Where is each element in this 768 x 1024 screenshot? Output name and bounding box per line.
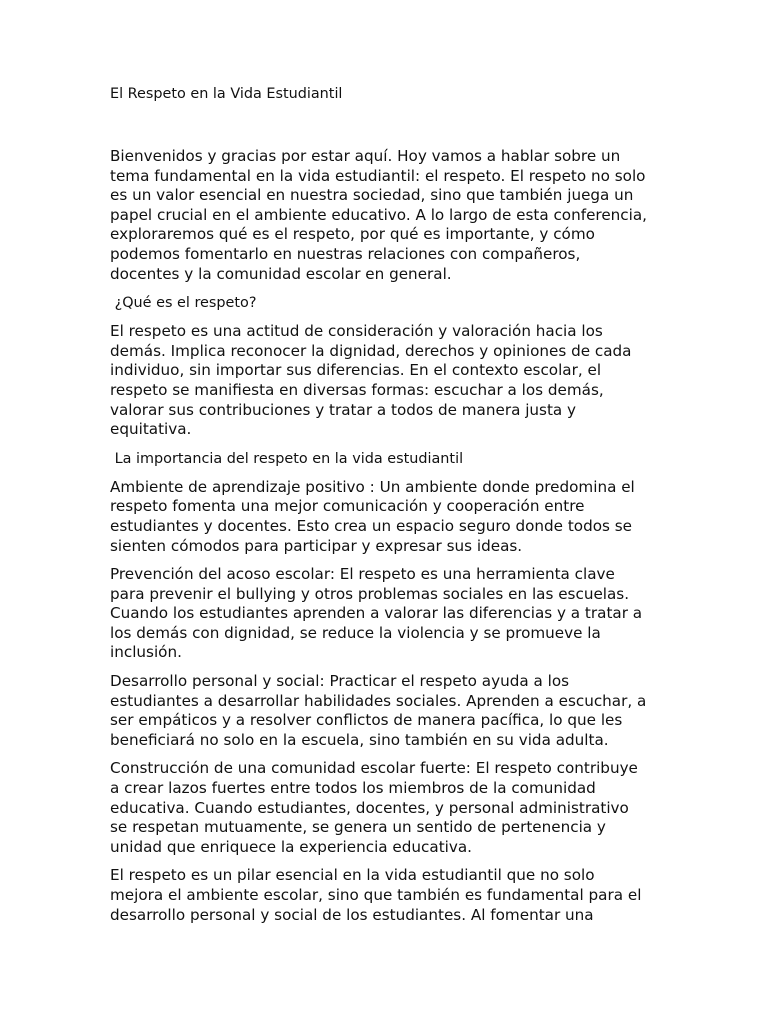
text-line: demás. Implica reconocer la dignidad, derechos y opiniones de cada <box>110 341 632 360</box>
text-line: Bienvenidos y gracias por estar aquí. Hoy vamos a hablar sobre un <box>110 147 621 165</box>
text-line: El respeto es una actitud de consideración y valoración hacia los <box>110 322 603 341</box>
text-line: Cuando los estudiantes aprenden a valorar las diferencias y a tratar a <box>110 604 643 623</box>
text-line: los demás con dignidad, se reduce la violencia y se promueve la <box>110 623 601 642</box>
text-line: Ambiente de aprendizaje positivo : Un ambiente donde predomina el <box>110 477 635 496</box>
text-line: mejora el ambiente escolar, sino que también es fundamental para el <box>110 886 642 904</box>
document-body <box>110 147 662 925</box>
text-line: Construcción de una comunidad escolar fuerte: El respeto contribuye <box>110 759 638 778</box>
text-line: exploraremos qué es el respeto, por qué es importante, y cómo <box>110 225 595 244</box>
text-line: inclusión. <box>110 643 182 662</box>
text-line: desarrollo personal y social de los estudiantes. Al fomentar una <box>110 905 594 924</box>
section-heading: La importancia del respeto en la vida estudiantil <box>110 450 464 467</box>
text-line: sienten cómodos para participar y expresar sus ideas. <box>110 536 523 555</box>
text-line: docentes y la comunidad escolar en general. <box>110 264 452 283</box>
text-line: Desarrollo personal y social: Practicar el respeto ayuda a los <box>110 672 570 691</box>
paragraph <box>110 565 662 663</box>
text-line: Prevención del acoso escolar: El respeto es una herramienta clave <box>110 565 615 584</box>
text-line: equitativa. <box>110 420 192 439</box>
text-line: valorar sus contribuciones y tratar a todos de manera justa y <box>110 400 577 419</box>
text-line: se respetan mutuamente, se genera un sentido de pertenencia y <box>110 818 606 837</box>
paragraph <box>110 478 662 556</box>
text-line: estudiantes a desarrollar habilidades sociales. Aprenden a escuchar, a <box>110 691 647 710</box>
text-line: para prevenir el bullying y otros problemas sociales en las escuelas. <box>110 584 630 603</box>
text-line: unidad que enriquece la experiencia educativa. <box>110 837 472 856</box>
text-line: papel crucial en el ambiente educativo. A lo largo de esta conferencia, <box>110 205 647 224</box>
text-line: beneficiará no solo en la escuela, sino también en su vida adulta. <box>110 730 609 749</box>
text-line: ser empáticos y a resolver conflictos de manera pacífica, lo que les <box>110 711 623 730</box>
section-heading: ¿Qué es el respeto? <box>110 295 257 312</box>
text-line: podemos fomentarlo en nuestras relaciones con compañeros, <box>110 244 581 263</box>
paragraph <box>110 672 662 750</box>
text-line: respeto fomenta una mejor comunicación y cooperación entre <box>110 497 585 516</box>
text-line: educativa. Cuando estudiantes, docentes, y personal administrativo <box>110 798 629 817</box>
paragraph <box>110 322 662 440</box>
text-line: tema fundamental en la vida estudiantil: el respeto. El respeto no solo <box>110 166 646 185</box>
text-line: El respeto es un pilar esencial en la vida estudiantil que no solo <box>110 866 595 885</box>
document-title: El Respeto en la Vida Estudiantil <box>110 86 343 102</box>
text-line: estudiantes y docentes. Esto crea un espacio seguro donde todos se <box>110 516 632 535</box>
text-line: individuo, sin importar sus diferencias. En el contexto escolar, el <box>110 361 602 380</box>
paragraph <box>110 759 662 857</box>
text-line: es un valor esencial en nuestra sociedad, sino que también juega un <box>110 186 634 205</box>
paragraph <box>110 866 662 925</box>
document-page <box>110 84 662 934</box>
text-line: a crear lazos fuertes entre todos los miembros de la comunidad <box>110 779 596 798</box>
paragraph <box>110 147 662 284</box>
text-line: respeto se manifiesta en diversas formas: escuchar a los demás, <box>110 380 604 399</box>
